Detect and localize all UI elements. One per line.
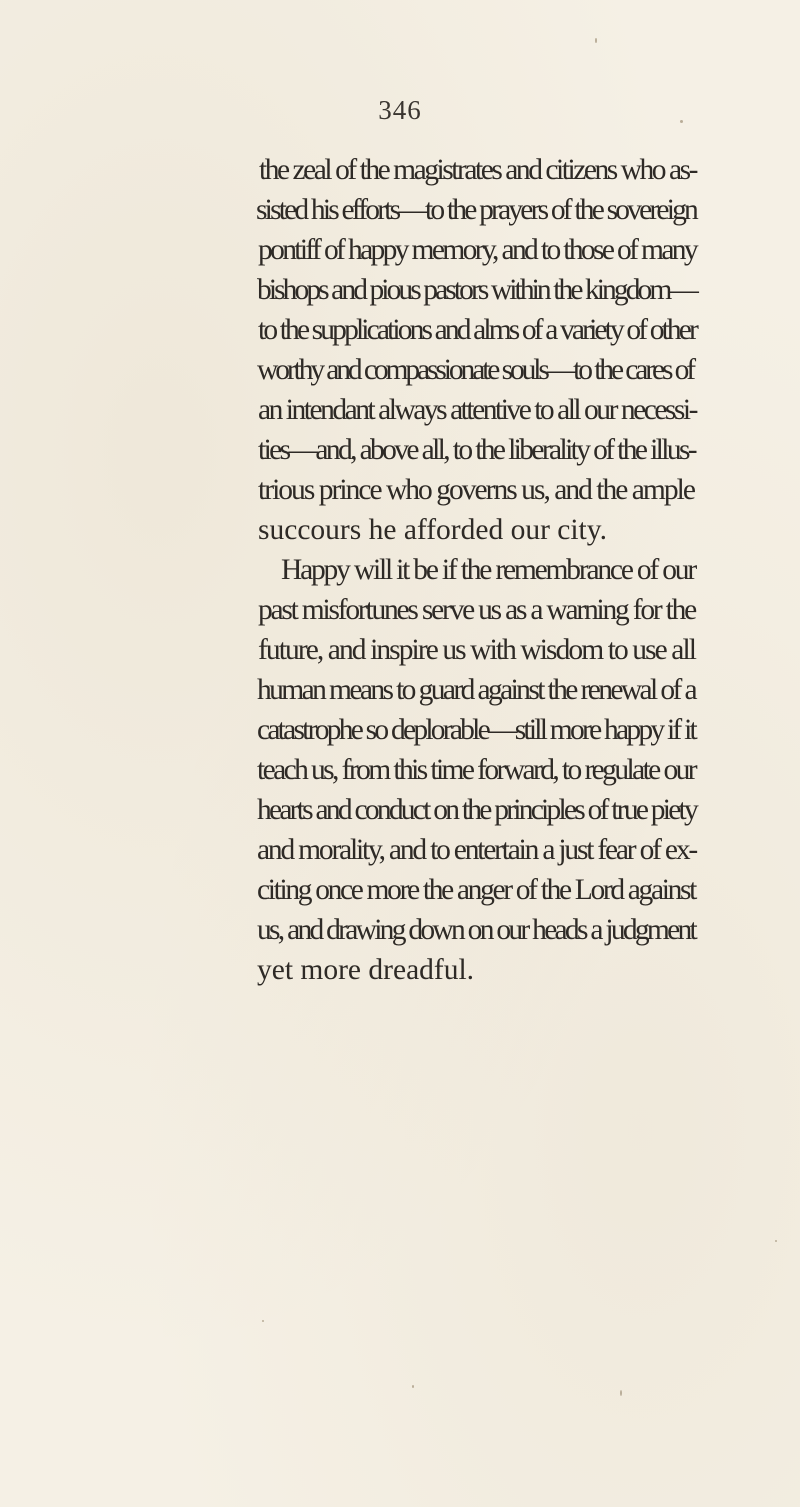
paper-speck <box>262 1320 264 1322</box>
text-line-6: worthy and compassionate souls—to the cares of <box>257 354 693 386</box>
text-line-14: human means to guard against the renewal of a <box>257 674 695 706</box>
text-line-10: succours he afforded our city. <box>258 514 607 546</box>
paper-speck <box>412 1385 414 1388</box>
paper-speck <box>620 1390 622 1396</box>
text-line-4: bishops and pious pastors within the kingdom— <box>257 274 696 306</box>
paper-speck <box>680 120 683 123</box>
text-line-21: yet more dreadful. <box>257 954 475 986</box>
text-line-3: pontiff of happy memory, and to those of many <box>258 234 696 266</box>
text-line-18: and morality, and to entertain a just fear of ex- <box>257 834 696 866</box>
text-line-1: the zeal of the magistrates and citizens who as- <box>259 154 696 186</box>
paper-speck <box>775 1240 777 1242</box>
text-line-15: catastrophe so deplorable—still more happy if it <box>257 714 695 746</box>
text-line-7: an intendant always attentive to all our necessi- <box>258 394 696 426</box>
paper-speck <box>595 38 597 43</box>
text-line-20: us, and drawing down on our heads a judgment <box>257 914 695 946</box>
text-line-5: to the supplications and alms of a variety of other <box>258 314 696 346</box>
text-line-11: Happy will it be if the remembrance of our <box>281 554 695 586</box>
text-line-16: teach us, from this time forward, to regulate our <box>257 754 695 786</box>
text-line-17: hearts and conduct on the principles of true piety <box>257 794 696 826</box>
text-line-13: future, and inspire us with wisdom to use all <box>258 634 695 666</box>
text-line-8: ties—and, above all, to the liberality of the illus- <box>258 434 695 466</box>
text-line-19: citing once more the anger of the Lord against <box>257 874 695 906</box>
text-line-12: past misfortunes serve us as a warning for the <box>258 594 695 626</box>
page-number: 346 <box>378 95 422 125</box>
text-line-9: trious prince who governs us, and the ample <box>258 474 694 506</box>
text-line-2: sisted his efforts—to the prayers of the sovereign <box>256 194 696 226</box>
